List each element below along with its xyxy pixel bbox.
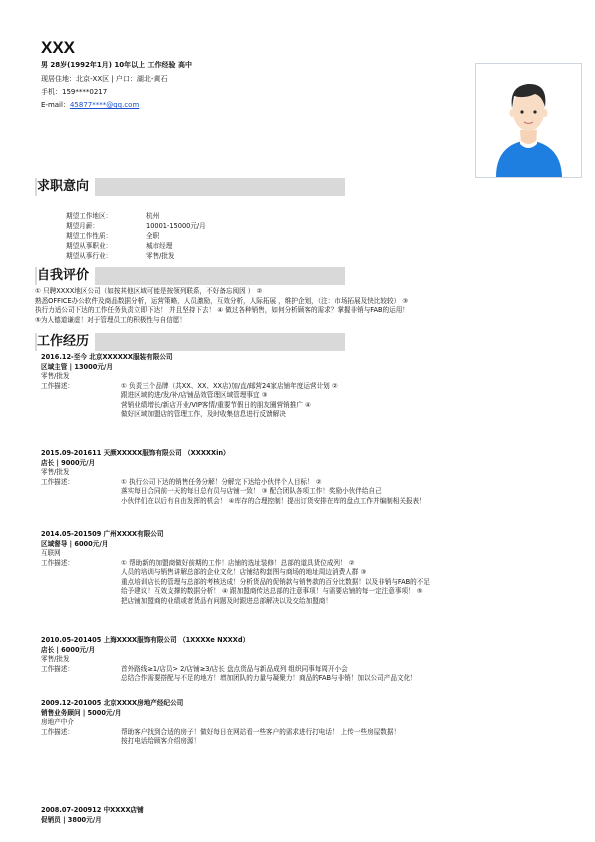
basic-info: 男 28岁(1992年1月) 10年以上 工作经验 高中 [41,61,192,69]
job-header [41,449,566,459]
desc-line: ① 负责三个品牌（共XX、XX、XX店)加/直/邮营24家店铺年度运营计划 ② [121,381,338,390]
job-company: 北京XXXXXX服装有限公司 [89,353,173,361]
job-company: 天颜XXXXX服饰有限公司 （XXXXXin） [103,449,230,457]
residence-info: 现居住地：北京-XX区 | 户口：湖北-黄石 [41,75,168,83]
desc-line: 把店铺加盟商的业绩或者货品有问题及时跟进总部解决以及交给加盟商！ [121,596,332,605]
job-entry [41,806,566,825]
job-entry [41,449,566,506]
email-info [41,100,139,111]
email-label: E-mail： [41,101,70,109]
desc-line: 首外路线≥1/店员> 2/店铺≥3/店长 盘点货品与新品成列 组织同事每周开小会 [121,664,348,673]
desc-line: 重点培训店长的管理与总部的考核达成！分析货品的促销款与销售款的百分比数据！以及非销与FAB的不足 [121,577,430,586]
email-link[interactable]: 45877****@qq.com [69,101,140,109]
section-title: 自我评价 [37,267,95,285]
desc-line: ① 执行公司下达的销售任务分解！分解完下达给小伙伴个人目标！ ② [121,477,322,486]
field-value: 零售/批发 [146,252,175,260]
job-header [41,636,566,646]
job-entry [41,699,566,747]
field-value: 城市经理 [146,242,173,250]
desc-line: 给予建议！互效支撑的数据分析！ ④ 跟加盟商传达总部的注意事项！与需要店铺的每一定注意事项！ ⑤ [121,587,423,595]
job-period: 2014.05-201509 [41,530,102,538]
job-title: 店长 | 9000元/月 [41,458,96,467]
job-entry [41,530,566,606]
job-company: 北京XXXX房地产经纪公司 [103,699,184,707]
job-period: 2009.12-201005 [41,699,102,707]
desc-label: 工作描述： [41,477,74,486]
avatar-illustration [476,64,581,177]
field-value: 10001-15000元/月 [146,222,206,230]
field-value: 杭州 [146,212,160,220]
job-period: 2015.09-201611 [41,449,102,457]
job-header [41,699,566,709]
desc-line: 总结合作需要搭配与不足的地方！增加团队的力量与凝聚力！商品的FAB与非销！加以公司产品文化！ [121,674,417,682]
desc-label: 工作描述： [41,727,74,736]
text-line: 熟悉OFFICE办公软件及商品数据分析，运营策略，人员激励，互效分析，人际拓展 ，维护企划，（注：市场拓展及快比较较） ③ [35,296,409,305]
job-industry: 零售/批发 [41,468,70,476]
job-industry: 零售/批发 [41,655,70,663]
job-industry: 零售/批发 [41,372,70,380]
desc-line: 小伙伴们在以后有自由发挥的机会！ ④库存的合理控制！提出订货安排在库的盘点工作并编制相关报表！ [121,496,426,505]
job-title: 促销员 | 3800元/月 [41,815,102,824]
desc-label: 工作描述： [41,381,74,390]
desc-line: 帮助客户找到合适的房子！做好每日在网站看一些客户的需求进行打电话！ 上传一些房屋数据！ [121,727,401,736]
field-label: 期望月薪： [66,222,99,230]
job-company: 广州XXXX有限公司 [103,530,164,538]
section-header-intention [35,178,345,196]
job-description [41,665,566,684]
job-header [41,806,566,816]
section-header-work [35,333,345,351]
job-entry [41,636,566,684]
job-company: 中XXXX店铺 [103,806,144,814]
job-period: 2010.05-201405 [41,636,102,644]
desc-line: 人员的培训与销售讲解总部的企业文化！店铺结构套图与商场的地址周边消费人群 ③ [121,568,367,576]
job-title: 区域主管 | 13000元/月 [41,362,113,371]
job-period: 2016.12-至今 [41,353,87,361]
section-header-self-eval [35,267,345,285]
text-line: ⑤为人德道谦虚！对于管理员工的积极性与自信愿！ [35,315,186,324]
work-history [41,353,566,842]
desc-line: 按打电话给顾客介绍房源！ [121,737,201,745]
desc-label: 工作描述： [41,558,74,567]
self-eval-text [35,287,560,325]
desc-label: 工作描述： [41,664,74,673]
desc-line: 营销业绩增长/新店开业/VIP客情/重要节假日的朋友圈营销推广 ④ [121,400,311,409]
job-industry: 互联网 [41,549,61,557]
job-entry [41,353,566,420]
candidate-name: XXX [41,38,76,57]
phone-info: 手机：159****0217 [41,88,108,96]
desc-line: 落实每日合同前一天的每日总有员与店铺一致！ ③ 配合团队各项工作！奖励小伙伴给自己 [121,487,382,495]
job-title: 销售业务顾问 | 5000元/月 [41,708,122,717]
text-line: 执行力适公司下达的工作任务负责立即下达！ 并且坚持下去！ ④ 做过各种销售，如何分析顾客的需求？掌握非销与FAB的运用！ [35,306,409,314]
job-header [41,530,566,540]
job-company: 上海XXXX服饰有限公司 （1XXXXe NXXXd） [103,636,250,644]
job-header [41,353,566,363]
job-title: 区域督导 | 6000元/月 [41,539,109,548]
job-title: 店长 | 6000元/月 [41,645,96,654]
section-title: 工作经历 [37,333,95,351]
job-period: 2008.07-200912 [41,806,102,814]
field-value: 全职 [146,232,160,240]
job-description [41,559,566,607]
avatar [475,63,582,178]
job-description [41,728,566,747]
intention-list [66,212,366,262]
desc-line: ① 帮助新的加盟商做好前期的工作！店铺的选址装修！总部的道具货位成列！ ② [121,558,355,567]
desc-line: 做好区域加盟店的管理工作，及时收集信息进行反馈解决 [121,410,286,418]
desc-line: 跟进区域的进/发/补/店铺品效管理区域管理事宜 ③ [121,391,268,399]
job-industry: 房地产中介 [41,718,74,726]
text-line: ① 只聘XXXX地区公司（如按其他区域可能是按领列联系，不好备忘阅因 ） ② [35,287,263,295]
field-label: 期望工作性质： [66,232,113,240]
field-label: 期望从事职业： [66,242,113,250]
field-label: 期望从事行业： [66,252,113,260]
section-title: 求职意向 [37,178,95,196]
job-description [41,382,566,420]
field-label: 期望工作地区： [66,212,113,220]
job-description [41,478,566,507]
